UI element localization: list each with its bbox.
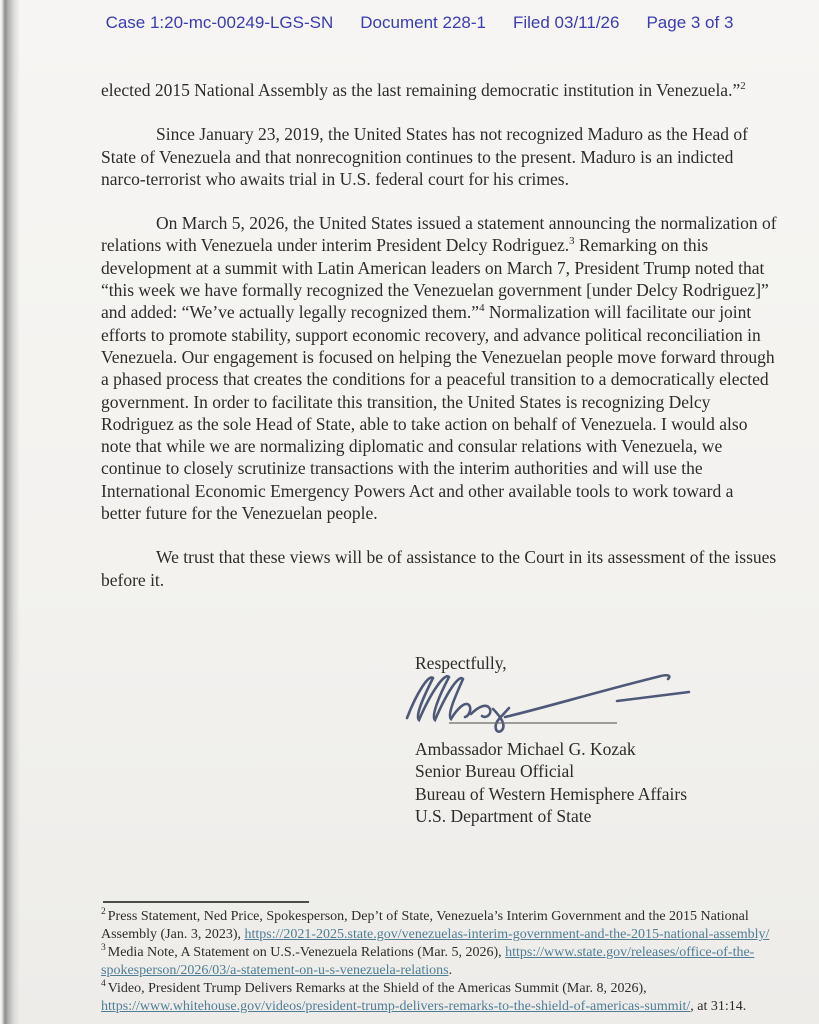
footnote-marker: 2 <box>101 907 106 918</box>
footnote-text: Media Note, A Statement on U.S.-Venezuela Relations (Mar. 5, 2026), <box>107 945 506 960</box>
stamp-page-number: Page 3 of 3 <box>646 13 734 32</box>
paragraph-text: Remarking on this development at a summit with Latin American leaders on March 7, President Trump noted that “this week we have formally recognized the Venezuelan government [under Delcy Rodriguez]” and added: “We’ve actually legally recognized them.” <box>101 235 769 323</box>
paragraph-text: Since January 23, 2019, the United States has not recognized Maduro as the Head of State of Venezuela and that nonrecognition continues to the present. Maduro is an indicted narco-terrorist who awaits trial in U.S. federal court for his crimes. <box>101 124 748 189</box>
paragraph-text: Normalization will facilitate our joint efforts to promote stability, support economic recovery, and advance political reconciliation in Venezuela. Our engagement is focused on helping the Venezuelan people move forward through a phased process that creates the conditions for a peaceful transition to a democratically elected government. In order to facilitate this transition, the United States is recognizing Delcy Rodriguez as the sole Head of State, able to take action on behalf of Venezuela. I would also note that while we are normalizing diplomatic and consular relations with Venezuela, we continue to closely scrutinize transactions with the interim authorities and will use the International Economic Emergency Powers Act and other available tools to work toward a better future for the Venezuelan people. <box>101 302 775 524</box>
footnote-marker: 4 <box>101 979 106 990</box>
footnote-2 <box>101 908 779 944</box>
page-edge-shadow <box>0 0 20 1024</box>
signer-bureau: Bureau of Western Hemisphere Affairs <box>415 783 688 804</box>
footnote-text: Press Statement, Ned Price, Spokesperson, Dep’t of State, Venezuela’s Interim Government and the 2015 National Assembly (Jan. 3, 2023), <box>101 909 749 942</box>
footnote-link[interactable]: https://www.state.gov/releases/office-of-the-spokesperson/2026/03/a-statement-on-u-s-venezuela-relations <box>101 945 755 978</box>
footnote-text: Video, President Trump Delivers Remarks at the Shield of the Americas Summit (Mar. 8, 2026), <box>107 981 647 996</box>
footnote-link[interactable]: https://www.whitehouse.gov/videos/president-trump-delivers-remarks-to-the-shield-of-americas-summit/ <box>101 999 691 1014</box>
paragraph-closing <box>101 546 777 591</box>
paragraph-text: elected 2015 National Assembly as the last remaining democratic institution in Venezuela.” <box>101 80 741 100</box>
footnote-link[interactable]: https://2021-2025.state.gov/venezuelas-interim-government-and-the-2015-national-assembly/ <box>244 927 770 942</box>
footnote-text: . <box>448 963 453 978</box>
signature-salutation: Respectfully, <box>415 653 507 673</box>
stamp-filed-date: Filed 03/11/26 <box>512 13 620 32</box>
paragraph-normalization <box>101 212 777 524</box>
letter-body <box>101 79 777 613</box>
footnote-ref-2: 2 <box>740 80 746 93</box>
footnote-text: , at 31:14. <box>690 999 747 1014</box>
signer-name: Ambassador Michael G. Kozak <box>415 739 636 759</box>
footnote-4 <box>101 980 779 1016</box>
footnote-ref-3: 3 <box>569 235 575 248</box>
paragraph-nonrecognition <box>101 123 777 190</box>
footnotes-section <box>101 908 779 1016</box>
stamp-document-number: Document 228-1 <box>360 13 486 32</box>
stamp-case-number: Case 1:20-mc-00249-LGS-SN <box>105 13 334 32</box>
court-stamp <box>20 13 819 33</box>
signer-department: U.S. Department of State <box>415 805 592 826</box>
paragraph-text: On March 5, 2026, the United States issued a statement announcing the normalization of relations with Venezuela under interim President Delcy Rodriguez. <box>101 213 777 256</box>
footnote-3 <box>101 944 779 980</box>
signature-block <box>415 738 687 827</box>
paragraph-text: We trust that these views will be of assistance to the Court in its assessment of the issues before it. <box>101 547 777 590</box>
signature-image <box>385 664 715 738</box>
signer-title: Senior Bureau Official <box>415 761 575 782</box>
paragraph-continuation <box>101 79 777 101</box>
footnote-separator <box>103 901 309 903</box>
footnote-ref-4: 4 <box>479 302 485 315</box>
footnote-marker: 3 <box>101 943 106 954</box>
